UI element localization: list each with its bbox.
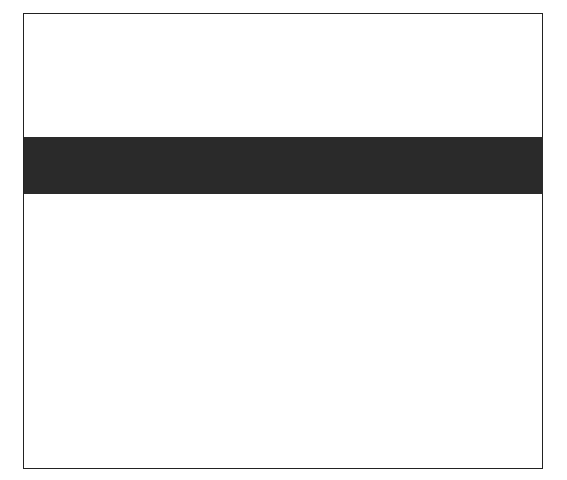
- timetable-frame: [23, 13, 543, 469]
- notice-band: [24, 137, 543, 194]
